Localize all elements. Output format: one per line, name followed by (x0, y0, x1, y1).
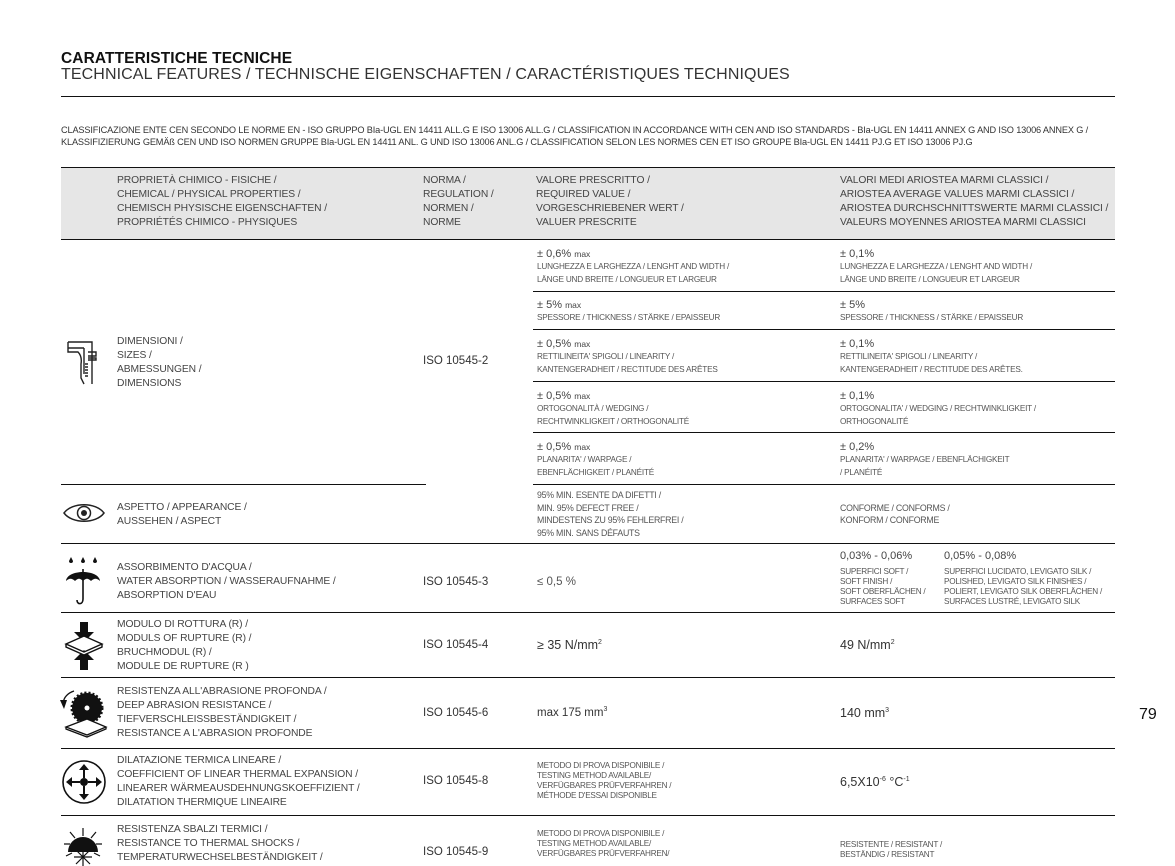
required-wedging: ± 0,5% max ORTOGONALITÀ / WEDGING / RECHTWINKLIGKEIT / ORTHOGONALITÉ (537, 390, 690, 426)
title-divider (61, 96, 1115, 97)
required-length-width: ± 0,6% max LUNGHEZZA E LARGHEZZA / LENGHT AND WIDTH / LÄNGE UND BREITE / LONGUEUR ET LARGEUR (537, 248, 730, 284)
row-divider (533, 432, 1115, 433)
norm-abrasion: ISO 10545-6 (423, 707, 489, 719)
header-norm: NORMA / REGULATION / NORMEN / NORME (423, 175, 494, 228)
average-wedging: ± 0,1% ORTOGONALITA' / WEDGING / RECHTWINKLIGKEIT / ORTHOGONALITÉ (840, 390, 1036, 426)
average-water-soft: 0,03% - 0,06% (840, 550, 913, 562)
compression-arrows-icon (63, 620, 105, 672)
average-thickness: ± 5% SPESSORE / THICKNESS / STÄRKE / EPAISSEUR (840, 299, 1024, 322)
norm-water-absorption: ISO 10545-3 (423, 576, 489, 588)
required-thermal-expansion: METODO DI PROVA DISPONIBILE / TESTING METHOD AVAILABLE/ VERFÜGBARES PRÜFVERFAHREN / MÉTHODE D'ESSAI DISPONIBLE (537, 761, 672, 800)
average-appearance: CONFORME / CONFORMS / KONFORM / CONFORME (840, 503, 950, 525)
average-rupture: 49 $N/mm^2$ (840, 638, 895, 652)
norm-dimensions: ISO 10545-2 (423, 355, 489, 367)
property-dimensions: DIMENSIONI / SIZES / ABMESSUNGEN / DIMENSIONS (117, 336, 202, 389)
row-divider (533, 291, 1115, 292)
property-rupture: MODULO DI ROTTURA (R) / MODULS OF RUPTURE (R) / BRUCHMODUL (R) / MODULE DE RUPTURE (R ) (117, 619, 252, 672)
sun-snowflake-icon (60, 826, 106, 866)
page-number: 79 (1139, 706, 1157, 723)
average-water-polished-desc: SUPERFICI LUCIDATO, LEVIGATO SILK / POLISHED, LEVIGATO SILK FINISHES / POLIERT, LEVIGATO SILK OBERFLÄCHEN / SURFACES LUSTRÉ, LEVIGATO SILK (944, 567, 1102, 606)
page-title: CARATTERISTICHE TECNICHE (61, 50, 293, 67)
abrasion-disc-icon (60, 687, 108, 739)
required-thermal-shock: METODO DI PROVA DISPONIBILE / TESTING METHOD AVAILABLE/ VERFÜGBARES PRÜFVERFAHREN/ (537, 829, 670, 858)
required-thickness: ± 5% max SPESSORE / THICKNESS / STÄRKE / EPAISSEUR (537, 299, 721, 322)
expansion-arrows-icon (61, 759, 107, 805)
row-divider (61, 677, 1115, 678)
row-divider (61, 748, 1115, 749)
required-water-absorption: ≤ 0,5 % (537, 576, 576, 588)
average-length-width: ± 0,1% LUNGHEZZA E LARGHEZZA / LENGHT AND WIDTH / LÄNGE UND BREITE / LONGUEUR ET LARGEUR (840, 248, 1033, 284)
property-thermal-expansion: DILATAZIONE TERMICA LINEARE / COEFFICIENT OF LINEAR THERMAL EXPANSION / LINEARER WÄRMEAUSDEHNUNGSKOEFFIZIENT / DILATATION THERMIQUE LINEAIRE (117, 755, 360, 808)
property-abrasion: RESISTENZA ALL'ABRASIONE PROFONDA / DEEP ABRASION RESISTANCE / TIEFVERSCHLEISSBESTÄNDIGKEIT / RESISTANCE A L'ABRASION PROFONDE (117, 686, 327, 739)
row-divider (533, 381, 1115, 382)
caliper-icon (62, 338, 102, 390)
header-required-value: VALORE PRESCRITTO / REQUIRED VALUE / VORGESCHRIEBENER WERT / VALUER PRESCRITE (536, 175, 684, 228)
required-linearity: ± 0,5% max RETTILINEITA' SPIGOLI / LINEARITY / KANTENGERADHEIT / RECTITUDE DES ARÊTES (537, 338, 718, 374)
eye-icon (62, 500, 106, 526)
header-average-values: VALORI MEDI ARIOSTEA MARMI CLASSICI / ARIOSTEA AVERAGE VALUES MARMI CLASSICI / ARIOSTEA DURCHSCHNITTSWERTE MARMI CLASSICI / VALEURS MOYENNES ARIOSTEA MARMI CLASSICI (840, 175, 1109, 228)
required-abrasion: max 175 $mm^3$ (537, 706, 608, 719)
average-abrasion: 140 $mm^3$ (840, 706, 890, 720)
required-rupture: ≥ 35 $N/mm^2$ (537, 638, 602, 652)
row-divider (533, 484, 1115, 485)
row-divider (61, 815, 1115, 816)
average-thermal-shock: RESISTENTE / RESISTANT / BESTÄNDIG / RESISTANT (840, 840, 942, 859)
classification-note: CLASSIFICAZIONE ENTE CEN SECONDO LE NORME EN - ISO GRUPPO BIa-UGL EN 14411 ALL.G E ISO 13006 ALL.G / CLASSIFICATION IN ACCORDANCE WITH CEN AND ISO STANDARDS - BIa-UGL EN 14411 ANNEX G AND ISO 13006 ANNEX G / KLASSIFIZIERUNG GEMÄß CEN UND ISO NORMEN GRUPPE BIa-UGL EN 14411 ANL. G UND ISO 13006 ANL.G / CLASSIFICATION SELON LES NORMES CEN ET ISO GROUPE BIa-UGL EN 14411 PJ.G ET ISO 13006 PJ.G (61, 125, 1088, 147)
norm-thermal-shock: ISO 10545-9 (423, 846, 489, 858)
property-water-absorption: ASSORBIMENTO D'ACQUA / WATER ABSORPTION / WASSERAUFNAHME / ABSORPTION D'EAU (117, 562, 336, 601)
average-thermal-expansion: $6,5X10^{-6}$ $^\circ C^{-1}$ (840, 775, 910, 789)
row-divider (61, 543, 1115, 544)
row-divider (61, 612, 1115, 613)
norm-thermal-expansion: ISO 10545-8 (423, 775, 489, 787)
average-water-soft-desc: SUPERFICI SOFT / SOFT FINISH / SOFT OBERFLÄCHEN / SURFACES SOFT (840, 567, 926, 606)
table-header (61, 167, 1115, 240)
row-divider (61, 484, 426, 485)
header-property: PROPRIETÀ CHIMICO - FISICHE / CHEMICAL / PHYSICAL PROPERTIES / CHEMISCH PHYSISCHE EIGENSCHAFTEN / PROPRIÉTÉS CHIMICO - PHYSIQUES (117, 175, 328, 228)
norm-rupture: ISO 10545-4 (423, 639, 489, 651)
average-warpage: ± 0,2% PLANARITA' / WARPAGE / EBENFLÄCHIGKEIT / PLANÉITÉ (840, 441, 1010, 477)
required-warpage: ± 0,5% max PLANARITA' / WARPAGE / EBENFLÄCHIGKEIT / PLANÉITÉ (537, 441, 655, 477)
property-appearance: ASPETTO / APPEARANCE / AUSSEHEN / ASPECT (117, 502, 247, 527)
page-subtitle: TECHNICAL FEATURES / TECHNISCHE EIGENSCHAFTEN / CARACTÉRISTIQUES TECHNIQUES (61, 66, 790, 83)
row-divider (533, 329, 1115, 330)
average-water-polished: 0,05% - 0,08% (944, 550, 1017, 562)
property-thermal-shock: RESISTENZA SBALZI TERMICI / RESISTANCE TO THERMAL SHOCKS / TEMPERATURWECHSELBESTÄNDIGKEIT / (117, 824, 323, 863)
average-linearity: ± 0,1% RETTILINEITA' SPIGOLI / LINEARITY / KANTENGERADHEIT / RECTITUDE DES ARÊTES. (840, 338, 1023, 374)
umbrella-rain-icon (63, 555, 103, 607)
required-appearance: 95% MIN. ESENTE DA DIFETTI / MIN. 95% DEFECT FREE / MINDESTENS ZU 95% FEHLERFREI / 95% MIN. SANS DÉFAUTS (537, 490, 684, 538)
